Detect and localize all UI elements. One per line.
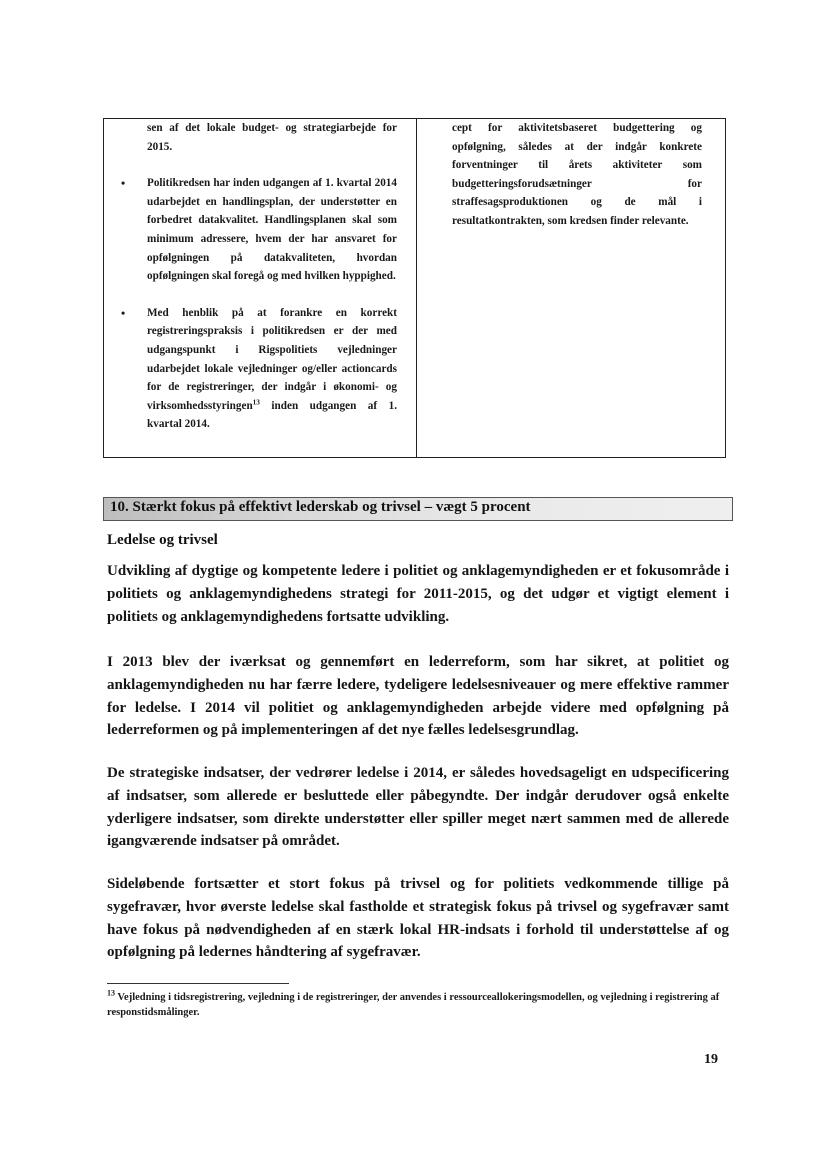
table-right-cell (452, 119, 702, 231)
footnote (107, 990, 727, 1020)
subheading: Ledelse og trivsel (107, 532, 218, 548)
footnote-text: Vejledning i tidsregistrering, vejledning i de registreringer, der anvendes i ressourceallokeringsmodellen, og vejledning i registrering af responstidsmålinger. (107, 992, 720, 1018)
body-paragraph: Sideløbende fortsætter et stort fokus på trivsel og for politiets vedkommende tillige på sygefravær, hvor øverste ledelse skal fastholde et strategisk fokus på trivsel og sygefravær samt have fokus på nødvendigheden af en stærk lokal HR-indsats i forhold til understøttelse af og opfølgning på ledernes håndtering af sygefravær. (107, 876, 729, 961)
bullet-icon: • (121, 305, 126, 320)
body-paragraph: I 2013 blev der iværksat og gennemført en lederreform, som har sikret, at politiet og anklagemyndigheden nu har færre ledere, tydeligere ledelsesniveauer og mere effektive rammer for ledelse. I 2014 vil politiet og anklagemyndigheden arbejde videre med opfølgning på lederreformen og på implementeringen af det nye fælles ledelsesgrundlag. (107, 654, 729, 739)
body-paragraph: De strategiske indsatser, der vedrører ledelse i 2014, er således hovedsageligt en udspecificering af indsatser, som allerede er besluttede eller påbegyndte. Der indgår derudover også enkelte yderligere indsatser, som direkte understøtter eller spiller meget nært sammen med de allerede igangværende indsatser på området. (107, 765, 729, 850)
section-heading-box (103, 497, 733, 521)
bullet-icon: • (121, 176, 126, 191)
table-column-divider (416, 119, 417, 457)
footnote-number: 13 (107, 988, 115, 998)
bullet-text-tail: inden udgangen af 1. kvartal 2014. (147, 399, 397, 431)
left-cell-intro: sen af det lokale budget- og strategiarbejde for 2015. (147, 122, 397, 153)
section-title: 10. Stærkt fokus på effektivt lederskab og trivsel – vægt 5 procent (110, 499, 531, 515)
right-cell-text: cept for aktivitetsbaseret budgettering og opfølgning, således at der indgår konkrete forventninger til årets aktiviteter som budgetteringsforudsætninger for straffesagsproduktionen og de mål i resultatkontrakten, som kredsen finder relevante. (452, 122, 702, 227)
page-number: 19 (704, 1052, 718, 1067)
table-left-cell (121, 119, 397, 434)
footnote-ref: 13 (252, 397, 260, 406)
bullet-text: Politikredsen har inden udgangen af 1. kvartal 2014 udarbejdet en handlingsplan, der understøtter en forbedret datakvalitet. Handlingsplanen skal som minimum adressere, hvem der har ansvaret for opfølgningen på datakvaliteten, hvordan opfølgningen skal foregå og med hvilken hyppighed. (147, 177, 397, 283)
left-cell-bullet (121, 304, 397, 434)
left-cell-bullet (121, 174, 397, 286)
criteria-table (103, 118, 726, 458)
footnote-rule (107, 983, 289, 984)
body-paragraph: Udvikling af dygtige og kompetente ledere i politiet og anklagemyndigheden er et fokusområde i politiets og anklagemyndighedens strategi for 2011-2015, og det udgør et vigtigt element i politiets og anklagemyndighedens fortsatte udvikling. (107, 563, 729, 625)
bullet-text: Med henblik på at forankre en korrekt registreringspraksis i politikredsen er der med udgangspunkt i Rigspolitiets vejledninger udarbejdet lokale vejledninger og/eller actioncards for de registreringer, der indgår i økonomi- og virksomhedsstyringen (147, 306, 397, 412)
